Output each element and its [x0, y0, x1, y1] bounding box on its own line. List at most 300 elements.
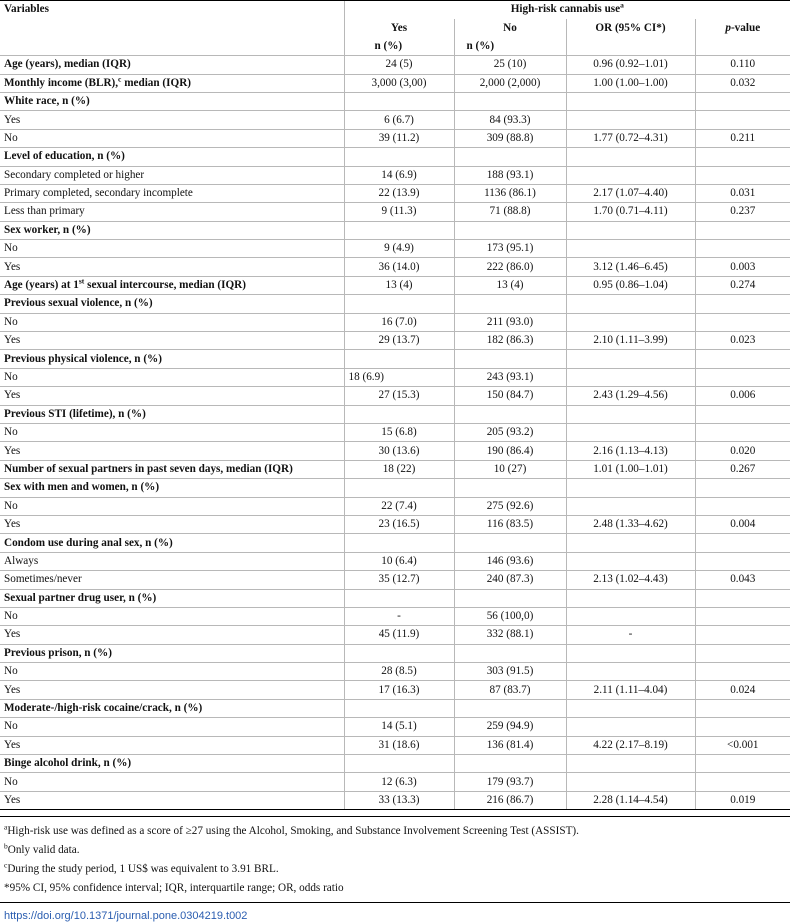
table-row — [0, 515, 790, 533]
no-value: 146 (93.6) — [454, 552, 566, 570]
footnote — [4, 879, 790, 898]
row-label-text: Age (years) at 1 — [4, 279, 79, 292]
row-label-text: Yes — [4, 793, 21, 806]
no-value: 71 (88.8) — [454, 203, 566, 221]
p-value: 0.110 — [695, 56, 790, 74]
table-row — [0, 607, 790, 625]
no-value: 259 (94.9) — [454, 718, 566, 736]
p-value: 0.043 — [695, 571, 790, 589]
or-value — [566, 663, 695, 681]
table-row — [0, 497, 790, 515]
p-value: 0.237 — [695, 203, 790, 221]
row-label — [0, 644, 344, 662]
row-label — [0, 479, 344, 497]
or-value — [566, 497, 695, 515]
row-label-text: No — [4, 610, 18, 623]
yes-value: 30 (13.6) — [344, 442, 454, 460]
or-value: 2.43 (1.29–4.56) — [566, 387, 695, 405]
table-row — [0, 258, 790, 276]
row-label-sup: st — [78, 276, 85, 286]
table-row — [0, 552, 790, 570]
row-label-text: Sex with men and women, n (%) — [4, 481, 160, 494]
or-value: 0.96 (0.92–1.01) — [566, 56, 695, 74]
or-value — [566, 148, 695, 166]
row-label — [0, 442, 344, 460]
or-value — [566, 773, 695, 791]
table-section-row — [0, 74, 790, 92]
header-row-2 — [0, 19, 790, 37]
table-row — [0, 203, 790, 221]
or-value: 3.12 (1.46–6.45) — [566, 258, 695, 276]
table-section-row — [0, 534, 790, 552]
or-value — [566, 423, 695, 441]
row-label-text: Sometimes/never — [4, 573, 82, 586]
table-row — [0, 240, 790, 258]
yes-value: 33 (13.3) — [344, 791, 454, 809]
p-value: 0.019 — [695, 791, 790, 809]
row-label — [0, 405, 344, 423]
yes-value: 45 (11.9) — [344, 626, 454, 644]
row-label-text: Binge alcohol drink, n (%) — [4, 757, 132, 770]
yes-value — [344, 92, 454, 110]
row-label-text: Yes — [4, 389, 21, 402]
row-label-text: No — [4, 242, 18, 255]
no-value: 25 (10) — [454, 56, 566, 74]
or-value: 1.77 (0.72–4.31) — [566, 129, 695, 147]
p-value: <0.001 — [695, 736, 790, 754]
or-value: 1.70 (0.71–4.11) — [566, 203, 695, 221]
row-label-text: Sexual partner drug user, n (%) — [4, 591, 157, 604]
row-label — [0, 129, 344, 147]
table-row — [0, 166, 790, 184]
or-value — [566, 699, 695, 717]
row-label — [0, 74, 344, 92]
no-value: 182 (86.3) — [454, 332, 566, 350]
row-label-text: White race, n (%) — [4, 95, 90, 108]
table-row — [0, 718, 790, 736]
row-label — [0, 332, 344, 350]
header-row-3 — [0, 37, 790, 55]
no-value — [454, 148, 566, 166]
no-header: No — [454, 19, 566, 37]
row-label — [0, 92, 344, 110]
row-label-text: No — [4, 775, 18, 788]
row-label — [0, 276, 344, 294]
p-value: 0.267 — [695, 460, 790, 478]
no-value: 84 (93.3) — [454, 111, 566, 129]
p-value: 0.003 — [695, 258, 790, 276]
group-header-sup: a — [620, 0, 624, 10]
row-label-text: No — [4, 665, 18, 678]
no-value — [454, 92, 566, 110]
row-label — [0, 699, 344, 717]
p-italic: p — [725, 21, 731, 34]
footnote-mark: c — [4, 860, 8, 870]
p-value — [695, 313, 790, 331]
yes-value: 10 (6.4) — [344, 552, 454, 570]
row-label — [0, 681, 344, 699]
no-value: 303 (91.5) — [454, 663, 566, 681]
no-value: 87 (83.7) — [454, 681, 566, 699]
table-row — [0, 791, 790, 809]
no-value: 275 (92.6) — [454, 497, 566, 515]
yes-value — [344, 405, 454, 423]
no-value: 240 (87.3) — [454, 571, 566, 589]
table-section-row — [0, 350, 790, 368]
row-label — [0, 718, 344, 736]
row-label-text: Previous STI (lifetime), n (%) — [4, 407, 146, 420]
p-value: 0.024 — [695, 681, 790, 699]
yes-value: 28 (8.5) — [344, 663, 454, 681]
row-label — [0, 571, 344, 589]
no-value: 150 (84.7) — [454, 387, 566, 405]
yes-value: 14 (6.9) — [344, 166, 454, 184]
row-label — [0, 203, 344, 221]
p-value: 0.004 — [695, 515, 790, 533]
table-section-row — [0, 755, 790, 773]
row-label-text: Yes — [4, 260, 21, 273]
row-label-text: Previous physical violence, n (%) — [4, 352, 162, 365]
yes-value: 3,000 (3,00) — [344, 74, 454, 92]
row-label — [0, 755, 344, 773]
or-value: 4.22 (2.17–8.19) — [566, 736, 695, 754]
or-value — [566, 534, 695, 552]
yes-value: 24 (5) — [344, 56, 454, 74]
p-value — [695, 350, 790, 368]
or-value: - — [566, 626, 695, 644]
header-empty-cell — [695, 37, 790, 55]
footnote — [4, 841, 790, 860]
or-value: 2.11 (1.11–4.04) — [566, 681, 695, 699]
no-value: 1136 (86.1) — [454, 184, 566, 202]
no-value: 13 (4) — [454, 276, 566, 294]
row-label — [0, 387, 344, 405]
header-empty-cell — [0, 19, 344, 37]
table-row — [0, 571, 790, 589]
table-row — [0, 111, 790, 129]
row-label — [0, 166, 344, 184]
table-row — [0, 313, 790, 331]
p-value — [695, 552, 790, 570]
row-label-text: Primary completed, secondary incomplete — [4, 187, 193, 200]
yes-value — [344, 755, 454, 773]
header-empty-cell — [566, 37, 695, 55]
header-row-1 — [0, 1, 790, 19]
row-label-text: No — [4, 131, 18, 144]
or-value: 0.95 (0.86–1.04) — [566, 276, 695, 294]
or-value: 2.13 (1.02–4.43) — [566, 571, 695, 589]
yes-value — [344, 479, 454, 497]
p-value — [695, 534, 790, 552]
yes-value — [344, 221, 454, 239]
yes-value: 39 (11.2) — [344, 129, 454, 147]
table-row — [0, 442, 790, 460]
yes-value: 31 (18.6) — [344, 736, 454, 754]
p-value — [695, 663, 790, 681]
or-value — [566, 111, 695, 129]
row-label-text: Secondary completed or higher — [4, 168, 145, 181]
p-value — [695, 755, 790, 773]
or-value — [566, 589, 695, 607]
or-value — [566, 607, 695, 625]
variables-header: Variables — [0, 1, 344, 19]
p-value — [695, 479, 790, 497]
row-label — [0, 258, 344, 276]
p-value: 0.274 — [695, 276, 790, 294]
or-value — [566, 718, 695, 736]
yes-value: 9 (11.3) — [344, 203, 454, 221]
yes-value — [344, 644, 454, 662]
table-section-row — [0, 644, 790, 662]
no-value: 205 (93.2) — [454, 423, 566, 441]
or-value — [566, 166, 695, 184]
npct-no-header: n (%) — [454, 37, 566, 55]
table-section-row — [0, 221, 790, 239]
table-row — [0, 184, 790, 202]
no-value: 56 (100,0) — [454, 607, 566, 625]
no-value: 116 (83.5) — [454, 515, 566, 533]
p-value — [695, 699, 790, 717]
or-value — [566, 644, 695, 662]
yes-value: 35 (12.7) — [344, 571, 454, 589]
yes-value: 9 (4.9) — [344, 240, 454, 258]
row-label-text: Moderate-/high-risk cocaine/crack, n (%) — [4, 702, 203, 715]
table-section-row — [0, 148, 790, 166]
table-row — [0, 663, 790, 681]
row-label-text: Yes — [4, 628, 21, 641]
yes-value: 15 (6.8) — [344, 423, 454, 441]
row-label-text: Previous sexual violence, n (%) — [4, 297, 153, 310]
yes-value: 18 (6.9) — [344, 368, 454, 386]
no-value: 332 (88.1) — [454, 626, 566, 644]
yes-value — [344, 534, 454, 552]
p-value — [695, 626, 790, 644]
row-label-text: Number of sexual partners in past seven days, median (IQR) — [4, 462, 293, 475]
yes-value: 36 (14.0) — [344, 258, 454, 276]
row-label — [0, 240, 344, 258]
row-label-text: Age (years), median (IQR) — [4, 58, 131, 71]
or-header: OR (95% CI*) — [566, 19, 695, 37]
row-label — [0, 589, 344, 607]
no-value: 188 (93.1) — [454, 166, 566, 184]
no-value: 211 (93.0) — [454, 313, 566, 331]
no-value: 136 (81.4) — [454, 736, 566, 754]
or-value — [566, 368, 695, 386]
table-row — [0, 736, 790, 754]
row-label-text: Condom use during anal sex, n (%) — [4, 536, 173, 549]
row-label — [0, 368, 344, 386]
row-label — [0, 148, 344, 166]
no-value: 309 (88.8) — [454, 129, 566, 147]
row-label — [0, 313, 344, 331]
footnotes — [0, 822, 790, 898]
table-row — [0, 368, 790, 386]
p-value — [695, 497, 790, 515]
yes-value — [344, 148, 454, 166]
table-row — [0, 773, 790, 791]
row-label — [0, 552, 344, 570]
doi-link[interactable]: https://doi.org/10.1371/journal.pone.0304219.t002 — [4, 910, 248, 922]
yes-value: 16 (7.0) — [344, 313, 454, 331]
no-value: 216 (86.7) — [454, 791, 566, 809]
no-value: 10 (27) — [454, 460, 566, 478]
footnote — [4, 860, 790, 879]
row-label — [0, 460, 344, 478]
npct-yes-header: n (%) — [344, 37, 454, 55]
no-value: 173 (95.1) — [454, 240, 566, 258]
p-value — [695, 644, 790, 662]
footnote-text: *95% CI, 95% confidence interval; IQR, interquartile range; OR, odds ratio — [4, 882, 344, 895]
or-value: 1.00 (1.00–1.00) — [566, 74, 695, 92]
row-label-text: No — [4, 315, 18, 328]
row-label — [0, 184, 344, 202]
table-section-row — [0, 479, 790, 497]
row-label-text: Always — [4, 554, 39, 567]
p-value — [695, 295, 790, 313]
yes-value: 14 (5.1) — [344, 718, 454, 736]
table-row — [0, 626, 790, 644]
p-value: 0.032 — [695, 74, 790, 92]
table-row — [0, 681, 790, 699]
footnote-mark: b — [4, 841, 8, 851]
or-value: 2.17 (1.07–4.40) — [566, 184, 695, 202]
footnote-text: During the study period, 1 US$ was equivalent to 3.91 BRL. — [7, 863, 279, 876]
row-label — [0, 423, 344, 441]
footnote-text: High-risk use was defined as a score of ≥27 using the Alcohol, Smoking, and Substance Involvement Screening Test (ASSIST). — [7, 825, 579, 838]
row-label — [0, 221, 344, 239]
table-section-row — [0, 92, 790, 110]
p-value — [695, 92, 790, 110]
yes-value: 22 (13.9) — [344, 184, 454, 202]
no-value — [454, 699, 566, 717]
row-label-text: Yes — [4, 113, 21, 126]
table-section-row — [0, 460, 790, 478]
p-value: 0.211 — [695, 129, 790, 147]
no-value — [454, 479, 566, 497]
no-value — [454, 221, 566, 239]
yes-value: 17 (16.3) — [344, 681, 454, 699]
yes-value — [344, 350, 454, 368]
p-value — [695, 607, 790, 625]
table-section-row — [0, 405, 790, 423]
table-header — [0, 1, 790, 56]
p-value — [695, 221, 790, 239]
p-value — [695, 423, 790, 441]
row-label — [0, 56, 344, 74]
footnote-text: Only valid data. — [7, 844, 80, 857]
footnote — [4, 822, 790, 841]
p-value — [695, 240, 790, 258]
or-value — [566, 313, 695, 331]
p-value: 0.023 — [695, 332, 790, 350]
table-row — [0, 332, 790, 350]
footnote-mark: a — [4, 822, 8, 832]
p-value — [695, 405, 790, 423]
row-label-text: Less than primary — [4, 205, 85, 218]
row-label-text-2: median (IQR) — [121, 76, 192, 89]
or-value — [566, 755, 695, 773]
or-value — [566, 221, 695, 239]
yes-value — [344, 699, 454, 717]
or-value — [566, 479, 695, 497]
row-label-text: Yes — [4, 683, 21, 696]
or-value — [566, 295, 695, 313]
yes-value — [344, 295, 454, 313]
or-value — [566, 350, 695, 368]
row-label — [0, 663, 344, 681]
row-label — [0, 497, 344, 515]
no-value: 190 (86.4) — [454, 442, 566, 460]
p-value: 0.020 — [695, 442, 790, 460]
footnote-rule — [0, 816, 790, 817]
table-section-row — [0, 589, 790, 607]
row-label-text: Monthly income (BLR), — [4, 76, 119, 89]
row-label — [0, 773, 344, 791]
or-value: 2.48 (1.33–4.62) — [566, 515, 695, 533]
no-value: 222 (86.0) — [454, 258, 566, 276]
no-value — [454, 405, 566, 423]
yes-value: 27 (15.3) — [344, 387, 454, 405]
row-label-text: Previous prison, n (%) — [4, 646, 112, 659]
or-value: 2.10 (1.11–3.99) — [566, 332, 695, 350]
row-label — [0, 111, 344, 129]
or-value: 2.16 (1.13–4.13) — [566, 442, 695, 460]
row-label — [0, 791, 344, 809]
p-value — [695, 773, 790, 791]
yes-value: 23 (16.5) — [344, 515, 454, 533]
p-value — [695, 166, 790, 184]
row-label-text: No — [4, 426, 18, 439]
table-section-row — [0, 276, 790, 294]
p-value — [695, 148, 790, 166]
no-value — [454, 350, 566, 368]
p-value: 0.031 — [695, 184, 790, 202]
table-row — [0, 387, 790, 405]
yes-value: 13 (4) — [344, 276, 454, 294]
no-value — [454, 755, 566, 773]
row-label-sup: c — [118, 74, 122, 84]
p-value — [695, 718, 790, 736]
yes-value: 12 (6.3) — [344, 773, 454, 791]
yes-value: 18 (22) — [344, 460, 454, 478]
row-label-text: Sex worker, n (%) — [4, 223, 91, 236]
p-value: 0.006 — [695, 387, 790, 405]
p-value — [695, 368, 790, 386]
row-label-text: Yes — [4, 518, 21, 531]
or-value — [566, 405, 695, 423]
row-label-text: No — [4, 371, 18, 383]
row-label-text: No — [4, 720, 18, 733]
table-section-row — [0, 295, 790, 313]
row-label-text-2: sexual intercourse, median (IQR) — [84, 279, 246, 292]
no-value — [454, 534, 566, 552]
or-value — [566, 240, 695, 258]
yes-value: - — [344, 607, 454, 625]
row-label-text: Yes — [4, 334, 21, 347]
row-label-text: Level of education, n (%) — [4, 150, 125, 163]
row-label-text: Yes — [4, 738, 21, 751]
or-value — [566, 552, 695, 570]
no-value — [454, 644, 566, 662]
table-section-row — [0, 699, 790, 717]
yes-value: 22 (7.4) — [344, 497, 454, 515]
table-section-row — [0, 56, 790, 74]
or-value — [566, 92, 695, 110]
p-value-header — [695, 19, 790, 37]
no-value — [454, 589, 566, 607]
no-value: 2,000 (2,000) — [454, 74, 566, 92]
yes-value: 29 (13.7) — [344, 332, 454, 350]
